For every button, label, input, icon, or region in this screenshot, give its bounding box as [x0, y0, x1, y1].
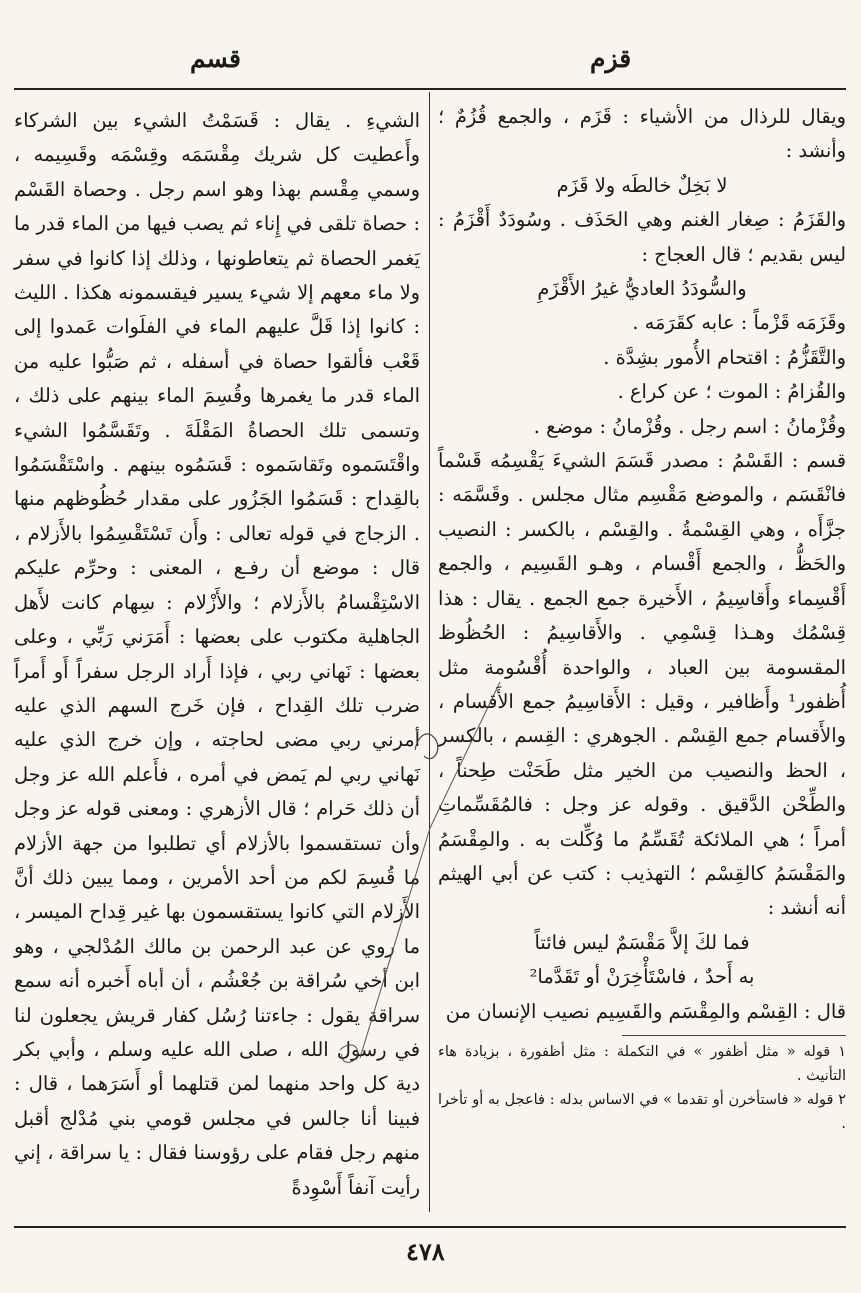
- footnote: ١ قوله « مثل أظفور » في التكملة : مثل أظفورة ، بزيادة هاء التأنيث .: [438, 1043, 846, 1084]
- paragraph: والقَزَمُ : صِغار الغنم وهي الحَذَف . وسُودَدٌ أَقْزَمُ : ليس بقديم ؛ قال العجاج :: [438, 208, 846, 266]
- verse-line: فما لكَ إلاَّ مَقْسَمٌ ليس فائتاً: [534, 930, 750, 954]
- paragraph: وقُزْمانُ : اسم رجل . وقُزْمانُ : موضع .: [533, 414, 846, 438]
- entry-qasam: قسم : القَسْمُ : مصدر قَسَمَ الشيءَ يَقْسِمُه قَسْماً فانْقَسَم ، والموضع مَقْسِم مثال مجلس . وقَسَّمَه : جزَّأَه ، وهي القِسْمةُ . والقِسْم ، بالكسر : النصيب والحَظُّ ، والجمع أَقْسام ، وهـو القَسِيم ، والجمع أَقْسِماء وأَقاسِيمُ ، الأَخيرة جمع الجمع . يقال : هذا قِسْمُك وهـذا قِسْمِي . والأَقاسِيمُ : الحُظُوظ المقسومة بين العباد ، والواحدة أُقْسُومة مثل أُظفور¹ وأَظافير ، وقيل : الأَقاسِيمُ جمع الأَقسام ، والأَقسام جمع القِسْم . الجوهري : القِسم ، بالكسر ، الحظ والنصيب من الخير مثل طَحَنْت طِحناً ، والطِّحْن الدَّقيق . وقوله عز وجل : فالمُقَسِّماتِ أمراً ؛ هي الملائكة تُقَسِّمُ ما وُكِّلت به . والمِقْسَمُ والمَقْسَمُ كالقِسْم ؛ التهذيب : كتب عن أبي الهيثم أنه أنشد :: [438, 449, 846, 920]
- verse-line: به أَحدٌ ، فاسْتَأْخِرَنْ أو تَقَدَّما²: [529, 965, 755, 989]
- paragraph: وقَزَمَه قَزْماً : عابه كقَرَمَه .: [632, 311, 846, 335]
- column-divider: [429, 92, 430, 1212]
- verse-line: والسُّودَدُ العاديُّ غيرُ الأَقْزَمِ: [537, 277, 747, 301]
- header-entry-qazam: قزم: [590, 44, 632, 73]
- page-number: ٤٧٨: [406, 1237, 445, 1266]
- paragraph: ويقال للرذال من الأشياء : قَزَم ، والجمع قُزُمٌ ؛ وأنشد :: [438, 105, 846, 163]
- footnote-rule: [622, 1035, 846, 1036]
- header-rule: [14, 88, 846, 90]
- footer-rule: [14, 1226, 846, 1228]
- header-entry-qasam: قسم: [190, 44, 241, 73]
- verse-line: لا بَخِلٌ خالطَه ولا قَزَم: [556, 173, 728, 197]
- paragraph: قال : القِسْم والمِقْسَم والقَسِيم نصيب الإنسان من: [445, 999, 846, 1023]
- paragraph: والقُزامُ : الموت ؛ عن كراع .: [617, 380, 846, 404]
- footnote: ٢ قوله « فاستأخرن أو تقدما » في الاساس بدله : فاعجل به أو تأخرا .: [438, 1091, 846, 1132]
- paragraph: والتَّقَزُّمُ : اقتحام الأُمور بشِدَّة .: [603, 345, 846, 369]
- right-column: [438, 100, 846, 1136]
- paragraph: الشيءِ . يقال : قَسَمْتُ الشيء بين الشركاء وأَعطيت كل شريك مِقْسَمَه وقِسْمَه وقَسِيمه ، وسمي مِقْسم بهذا وهو اسم رجل . وحصاة القَسْم : حصاة تلقى في إِناء ثم يصب فيها من الماء قدر ما يَغمر الحصاة ثم يتعاطونها ، وذلك إذا كانوا في سفر ولا ماء معهم إلا شيء يسير فيقسمونه هكذا . الليث : كانوا إذا قَلَّ عليهم الماء في الفلَوات عَمدوا إلى قَعْب فألقوا حصاة في أسفله ، ثم صَبُّوا عليه من الماء قدر ما يغمرها وقُسِمَ الماء بينهم على ذلك ، وتسمى تلك الحصاةُ المَقْلَةَ . وتَقَسَّمُوا الشيء واقْتَسَموه وتَقاسَموه : قَسَمُوه بينهم . واسْتَقْسَمُوا بالقِداح : قَسَمُوا الجَزُور على مقدار حُظُوظهم منها . الزجاج في قوله تعالى : وأَن تَسْتَقْسِمُوا بالأَزلام ، قال : موضع أن رفـع ، المعنى : وحرِّم عليكم الاسْتِقْسامُ بالأَزلام ؛ والأَزْلام : سِهام كانت لأَهل الجاهلية مكتوب على بعضها : أَمَرَني رَبِّي ، وعلى بعضها : نَهاني ربي ، فإذا أَراد الرجل سفراً أَو أَمراً ضرب تلك القِداح ، فإن خَرج السهم الذي عليه أمرني ربي مضى لحاجته ، وإن خرج الذي عليه نَهاني ربي لم يَمض في أمره ، فأَعلم الله عز وجل أن ذلك حَرام ؛ قال الأزهري : ومعنى قوله عز وجل وأن تستقسموا بالأزلام أي تطلبوا من جهة الأزلام ما قُسِمَ لكم من أحد الأمرين ، ومما يبين ذلك أنَّ الأَزلام التي كانوا يستقسمون بها غير قِداح الميسر ، ما روي عن عبد الرحمن بن مالك المُدْلجي ، وهو ابن أخي سُراقة بن جُعْشُم ، أن أباه أَخبره أنه سمع سراقة يقول : جاءتنا رُسُل كفار قريش يجعلون لنا في رسول الله ، صلى الله عليه وسلم ، وأبي بكر دية كل واحد منهما لمن قتلهما أو أَسَرَهما ، قال : فبينا أنا جالس في مجلس قومي بني مُدْلج أقبل منهم رجل فقام على رؤوسنا فقال : يا سراقة ، إني رأيت آنفاً أَسْوِدةً: [14, 109, 420, 1199]
- left-column: [14, 104, 420, 1205]
